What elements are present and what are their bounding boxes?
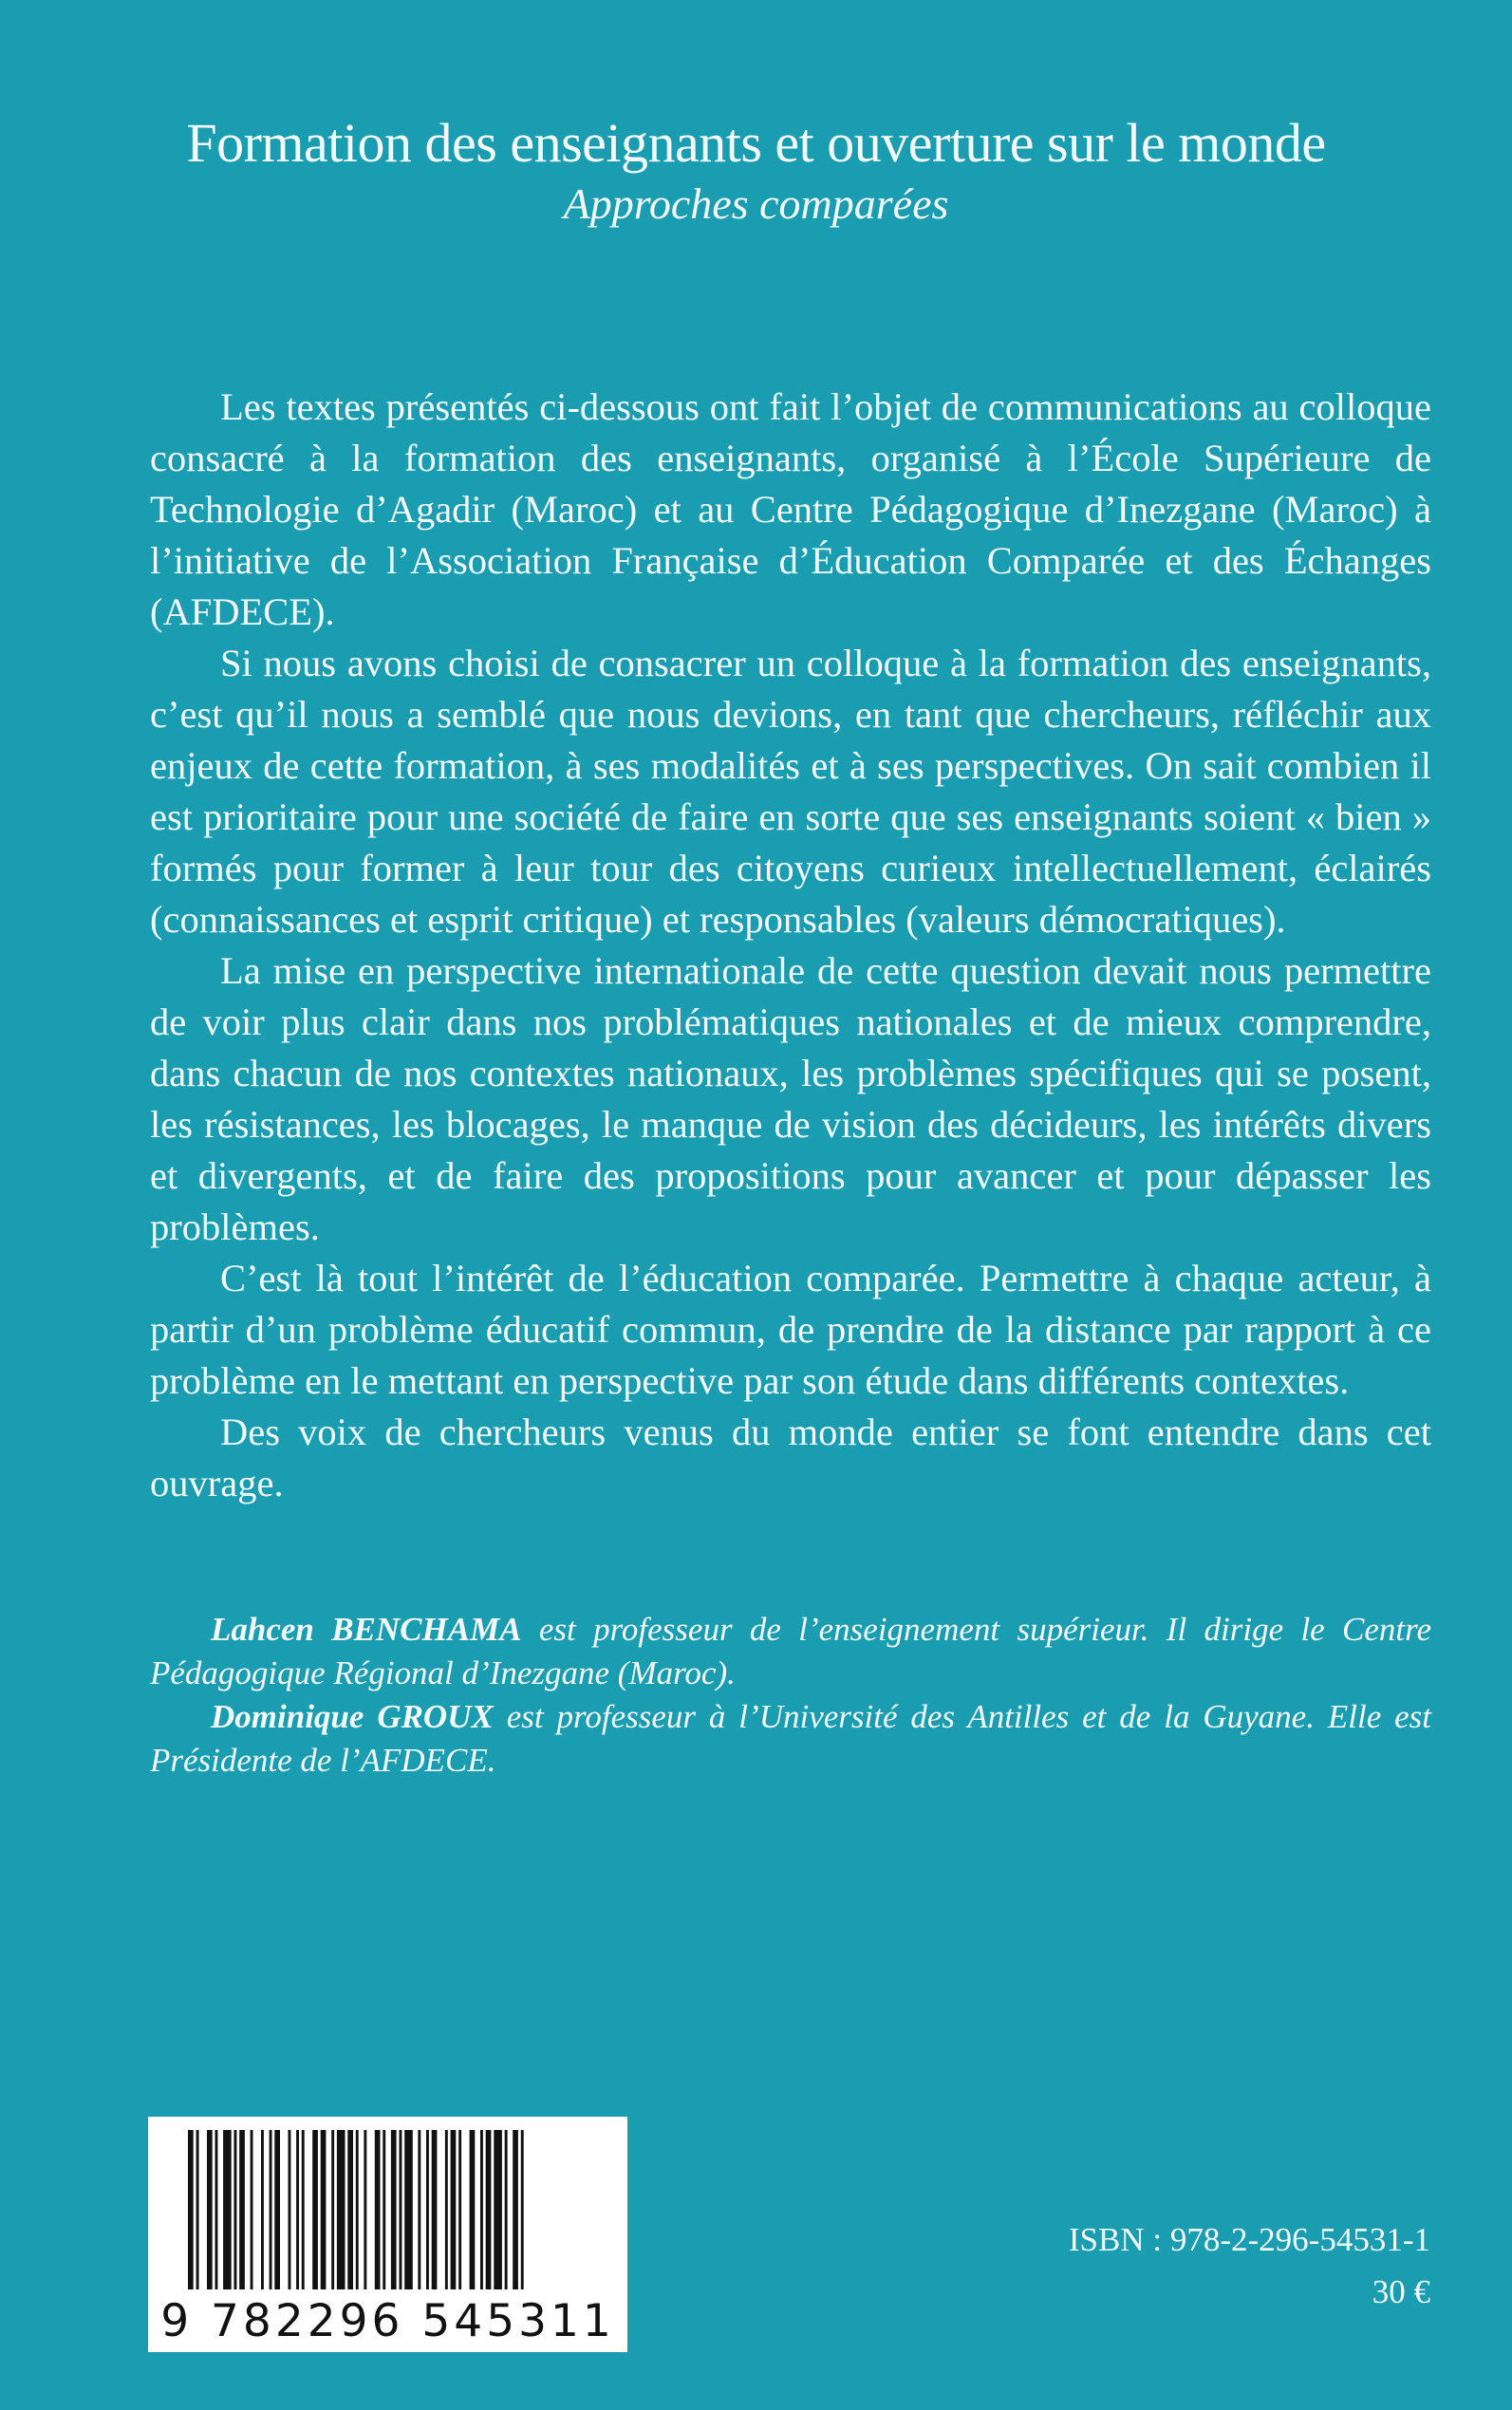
author-bio	[150, 1695, 1431, 1783]
book-subtitle: Approches comparées	[563, 179, 949, 228]
barcode-bar	[239, 2130, 245, 2289]
barcode-bar	[270, 2130, 272, 2289]
barcode-bar	[331, 2130, 334, 2289]
blurb-paragraph: La mise en perspective internationale de cette question devait nous permettre de voir plus clair dans nos problématiques nationales et de mieux comprendre, dans chacun de nos contextes nationaux, les problèmes spécifiques qui se posent, les résistances, les blocages, le manque de vision des décideurs, les intérêts divers et divergents, et de faire des propositions pour avancer et pour dépasser les problèmes.	[150, 949, 1431, 1248]
barcode-bar	[418, 2130, 420, 2289]
barcode-bar	[234, 2130, 237, 2289]
blurb-paragraph: Les textes présentés ci-dessous ont fait l’objet de communications au colloque consacré à la formation des enseignants, organisé à l’École Supérieure de Technologie d’Agadir (Maroc) et au Centre Pédagogique d’Inezgane (Maroc) à l’initiative de l’Association Française d’Éducation Comparée et des Échanges (AFDECE).	[150, 385, 1431, 633]
blurb-paragraph: Des voix de chercheurs venus du monde entier se font entendre dans cet ouvrage.	[150, 1411, 1431, 1504]
barcode-bar	[404, 2130, 413, 2289]
barcode-bar	[513, 2130, 518, 2289]
price: 30 €	[1372, 2273, 1430, 2310]
barcode-bar	[347, 2130, 353, 2289]
barcode-bar	[188, 2130, 194, 2289]
author-name: Lahcen BENCHAMA	[211, 1611, 522, 1648]
barcode-bar	[274, 2130, 280, 2289]
barcode-bar	[196, 2130, 199, 2289]
barcode-bar	[521, 2130, 524, 2289]
barcode-bar	[364, 2130, 366, 2289]
barcode-bar	[223, 2130, 232, 2289]
barcode-bar	[400, 2130, 402, 2289]
barcode-bar	[432, 2130, 438, 2289]
barcode-bar	[321, 2130, 327, 2289]
isbn: ISBN : 978-2-296-54531-1	[1068, 2221, 1430, 2258]
barcode-bar	[445, 2130, 448, 2289]
barcode-bar	[312, 2130, 318, 2289]
barcode-bar	[458, 2130, 461, 2289]
blurb	[150, 382, 1431, 1509]
barcode-bar	[505, 2130, 508, 2289]
barcode-bar	[296, 2130, 299, 2289]
barcode	[148, 2117, 627, 2352]
author-description: est professeur de l’enseignement supérieur. Il dirige le Centre Pédagogique Régional d’Inezgane (Maroc).	[150, 1611, 1431, 1691]
barcode-bar	[480, 2130, 483, 2289]
blurb-paragraph: Si nous avons choisi de consacrer un colloque à la formation des enseignants, c’est qu’il nous a semblé que nous devions, en tant que chercheurs, réfléchir aux enjeux de cette formation, à ses modalités et à ses perspectives. On sait combien il est prioritaire pour une société de faire en sorte que ses enseignants soient « bien » formés pour former à leur tour des citoyens curieux intellectuellement, éclairés (connaissances et esprit critique) et responsables (valeurs démocratiques).	[150, 642, 1431, 941]
barcode-bar	[486, 2130, 492, 2289]
barcode-bar	[470, 2130, 476, 2289]
author-name: Dominique GROUX	[211, 1698, 494, 1735]
barcode-bar	[215, 2130, 218, 2289]
author-bio	[150, 1608, 1431, 1695]
barcode-bar	[391, 2130, 397, 2289]
barcode-bar	[337, 2130, 345, 2289]
barcode-bar	[451, 2130, 457, 2289]
barcode-bar	[494, 2130, 502, 2289]
author-description: est professeur à l’Université des Antilles et de la Guyane. Elle est Présidente de l’AFDECE.	[150, 1698, 1432, 1779]
barcode-bar	[426, 2130, 429, 2289]
barcode-bar	[207, 2130, 213, 2289]
barcode-bar	[383, 2130, 385, 2289]
barcode-bars	[148, 2117, 627, 2297]
blurb-paragraph: C’est là tout l’intérêt de l’éducation comparée. Permettre à chaque acteur, à partir d’un problème éducatif commun, de prendre de la distance par rapport à ce problème en le mettant en perspective par son étude dans différents contextes.	[150, 1257, 1431, 1402]
barcode-bar	[251, 2130, 253, 2289]
barcode-bar	[356, 2130, 359, 2289]
barcode-bar	[302, 2130, 305, 2289]
barcode-bar	[289, 2130, 291, 2289]
barcode-bar	[261, 2130, 264, 2289]
author-bios	[150, 1608, 1431, 1783]
barcode-bar	[375, 2130, 381, 2289]
book-title: Formation des enseignants et ouverture sur le monde	[186, 112, 1326, 174]
barcode-digits: 9 782296 545311	[160, 2295, 615, 2347]
